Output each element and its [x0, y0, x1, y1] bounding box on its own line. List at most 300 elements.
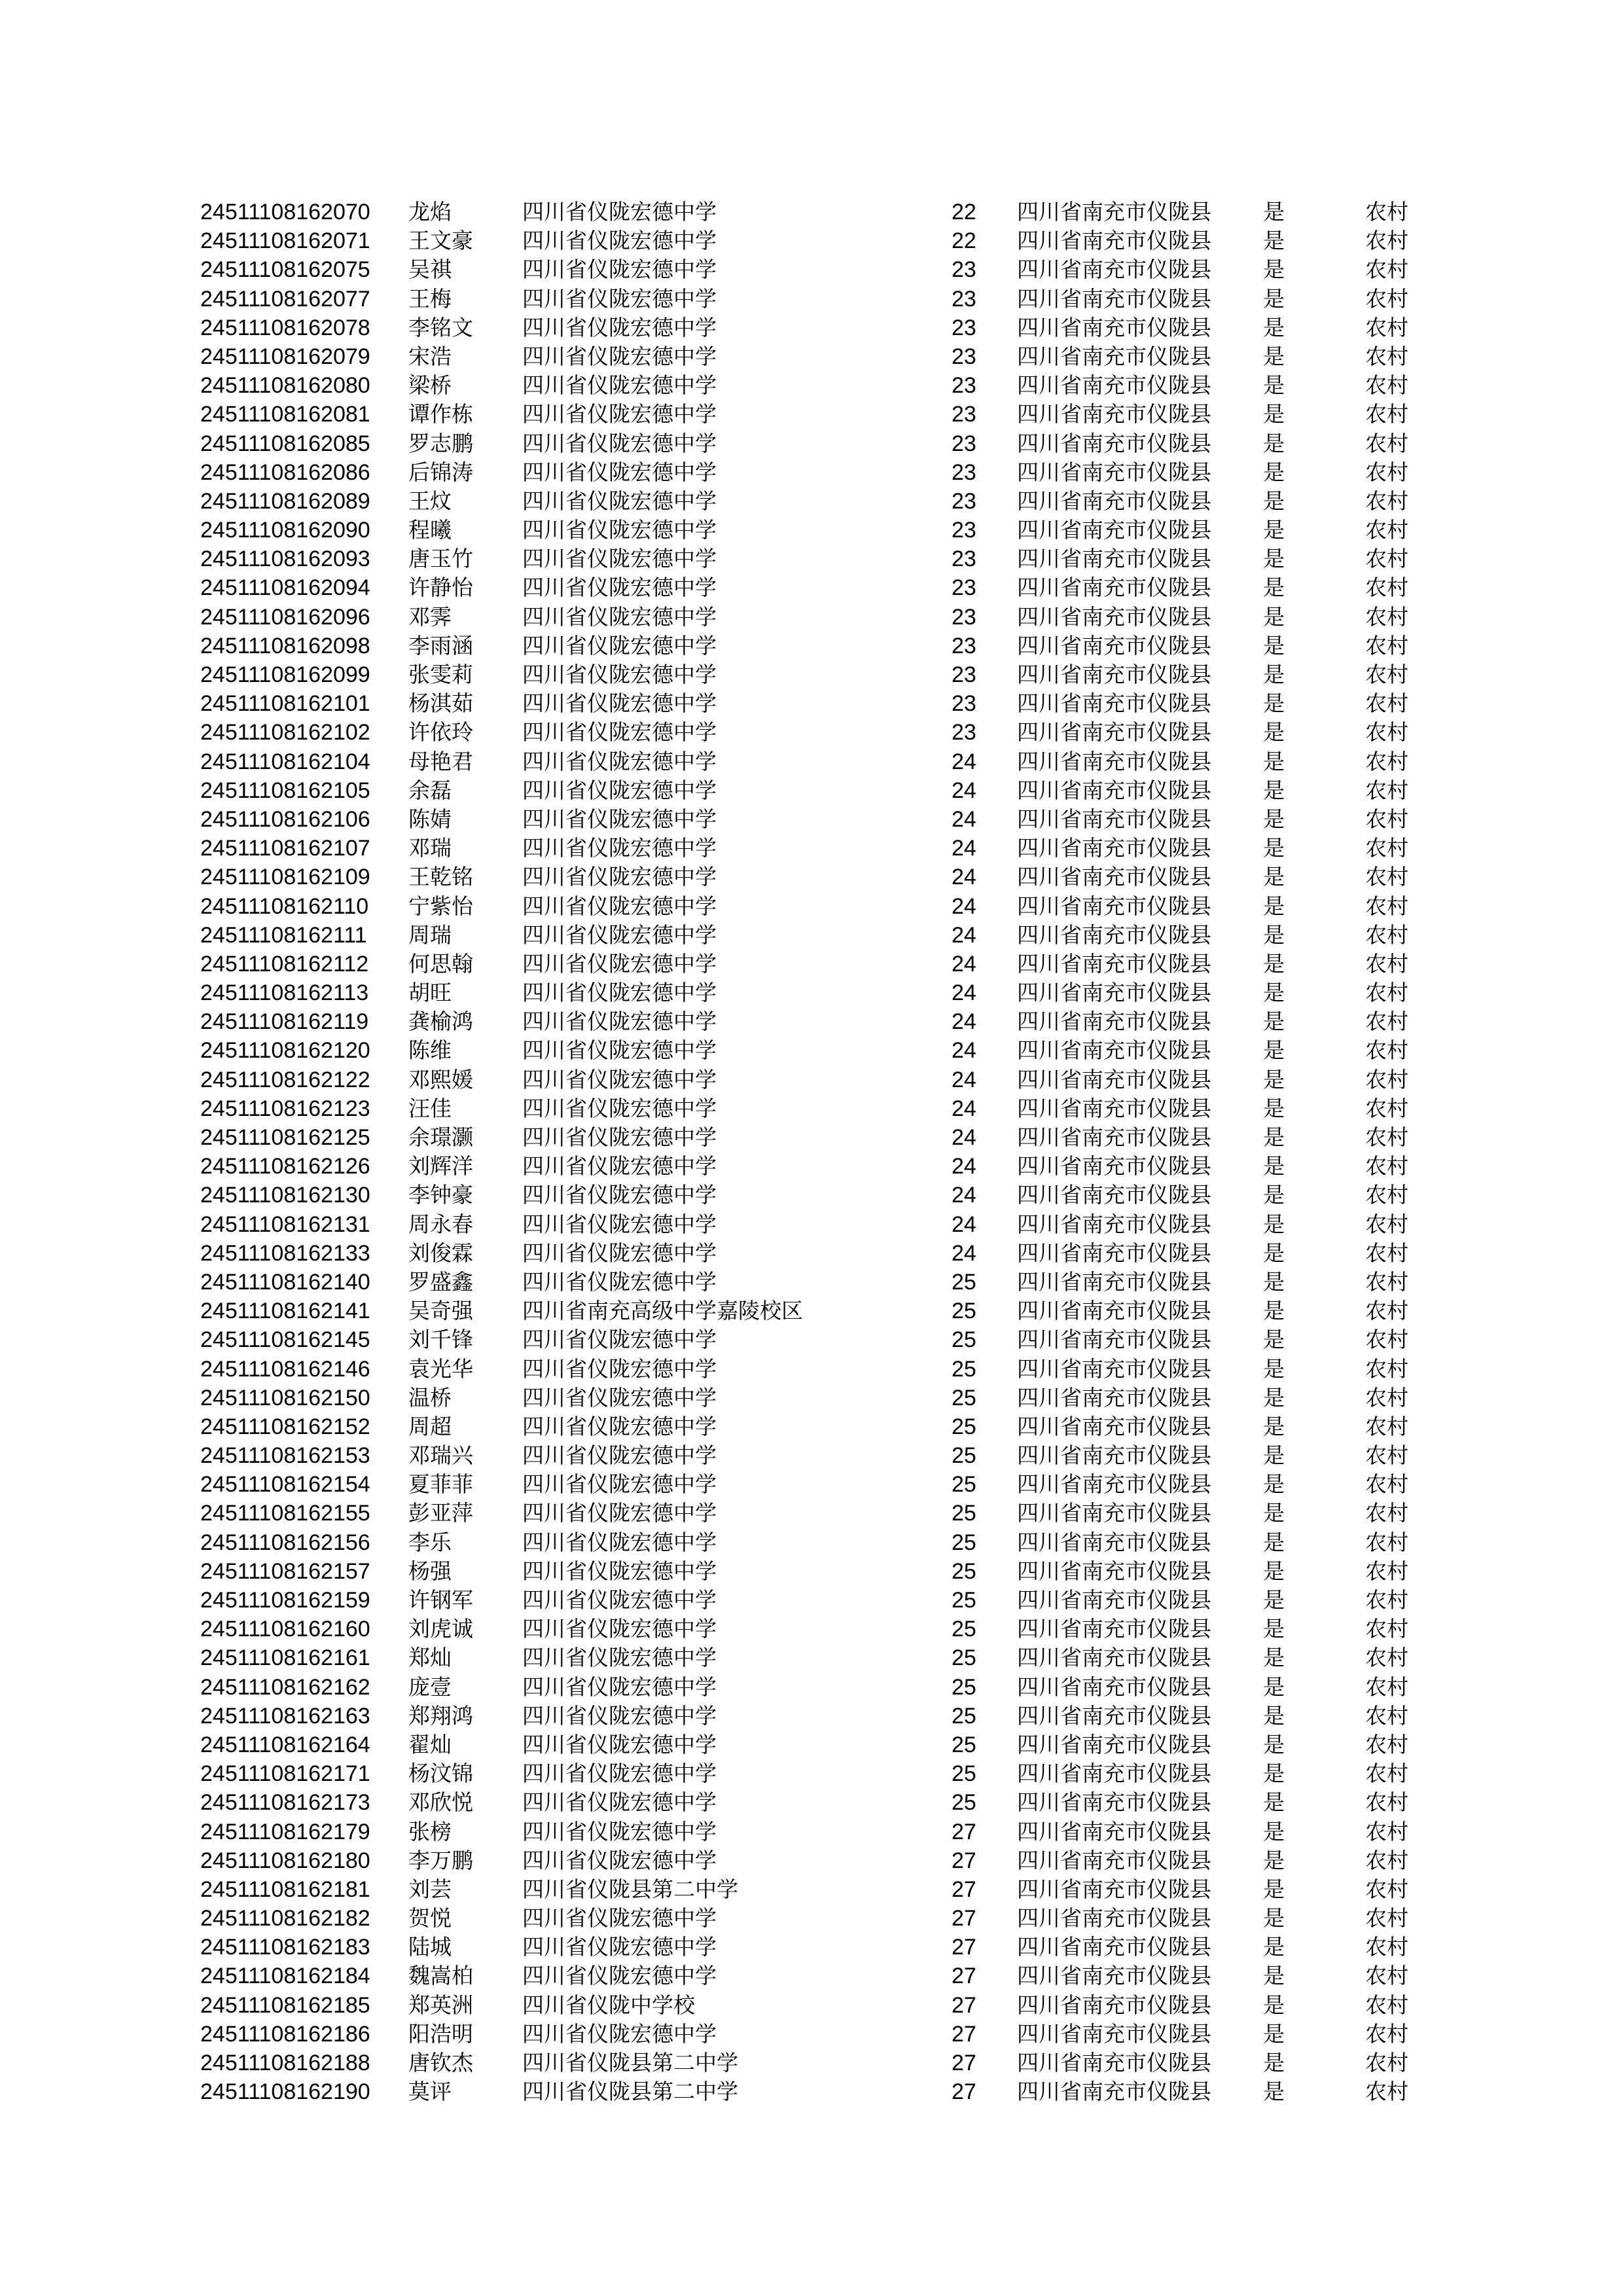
- student-name-cell: 刘虎诚: [408, 1616, 473, 1642]
- value-cell: 27: [952, 2021, 976, 2047]
- residence-type-cell: 农村: [1365, 1268, 1408, 1295]
- flag-cell: 是: [1263, 1443, 1285, 1469]
- value-cell: 24: [952, 836, 976, 861]
- school-cell: 四川省仪陇宏德中学: [522, 2020, 717, 2047]
- table-row: [200, 689, 1444, 718]
- student-name-cell: 唐钦杰: [408, 2050, 473, 2075]
- value-cell: 25: [952, 1645, 976, 1671]
- student-name-cell: 胡旺: [408, 980, 452, 1006]
- value-cell: 25: [952, 1385, 976, 1410]
- flag-cell: 是: [1263, 1268, 1285, 1295]
- residence-type-cell: 农村: [1365, 1558, 1408, 1584]
- candidate-id-cell: 24511108162146: [200, 1356, 370, 1382]
- flag-cell: 是: [1263, 1818, 1285, 1844]
- school-cell: 四川省仪陇县第二中学: [522, 2079, 738, 2105]
- student-name-cell: 罗志鹏: [408, 430, 473, 456]
- region-cell: 四川省南充市仪陇县: [1017, 1876, 1211, 1902]
- table-row: [200, 660, 1444, 689]
- candidate-id-cell: 24511108162156: [200, 1530, 370, 1555]
- residence-type-cell: 农村: [1365, 1384, 1408, 1410]
- table-row: [200, 2077, 1444, 2106]
- residence-type-cell: 农村: [1365, 806, 1408, 832]
- region-cell: 四川省南充市仪陇县: [1017, 691, 1211, 717]
- student-name-cell: 余璟灏: [408, 1124, 473, 1150]
- table-row: [200, 1094, 1444, 1123]
- school-cell: 四川省仪陇宏德中学: [522, 1731, 717, 1757]
- candidate-id-cell: 24511108162130: [200, 1183, 370, 1208]
- value-cell: 24: [952, 1038, 976, 1064]
- student-name-cell: 谭作栋: [408, 401, 473, 427]
- flag-cell: 是: [1263, 488, 1285, 514]
- table-row: [200, 1875, 1444, 1904]
- table-row: [200, 1123, 1444, 1152]
- school-cell: 四川省仪陇宏德中学: [522, 459, 717, 485]
- school-cell: 四川省仪陇宏德中学: [522, 546, 717, 572]
- candidate-id-cell: 24511108162079: [200, 344, 370, 369]
- residence-type-cell: 农村: [1365, 1327, 1408, 1353]
- candidate-id-cell: 24511108162188: [200, 2051, 370, 2075]
- region-cell: 四川省南充市仪陇县: [1017, 1211, 1211, 1237]
- student-name-cell: 吴祺: [408, 257, 452, 283]
- value-cell: 25: [952, 1617, 976, 1642]
- flag-cell: 是: [1263, 2050, 1285, 2075]
- candidate-id-cell: 24511108162141: [200, 1299, 370, 1324]
- school-cell: 四川省仪陇宏德中学: [522, 1761, 717, 1787]
- value-cell: 25: [952, 1732, 976, 1757]
- flag-cell: 是: [1263, 864, 1285, 890]
- value-cell: 23: [952, 344, 976, 369]
- student-name-cell: 许静怡: [408, 575, 473, 601]
- student-name-cell: 杨淇茹: [408, 691, 473, 717]
- value-cell: 23: [952, 662, 976, 687]
- value-cell: 24: [952, 1096, 976, 1121]
- region-cell: 四川省南充市仪陇县: [1017, 314, 1211, 340]
- residence-type-cell: 农村: [1365, 748, 1408, 774]
- candidate-id-cell: 24511108162152: [200, 1414, 370, 1439]
- candidate-id-cell: 24511108162131: [200, 1211, 370, 1237]
- table-row: [200, 1412, 1444, 1441]
- table-row: [200, 1673, 1444, 1702]
- value-cell: 25: [952, 1414, 976, 1439]
- student-name-cell: 罗盛鑫: [408, 1268, 473, 1295]
- value-cell: 23: [952, 459, 976, 485]
- value-cell: 27: [952, 1935, 976, 1960]
- candidate-id-cell: 24511108162102: [200, 720, 370, 745]
- region-cell: 四川省南充市仪陇县: [1017, 1992, 1211, 2018]
- region-cell: 四川省南充市仪陇县: [1017, 1500, 1211, 1526]
- residence-type-cell: 农村: [1365, 430, 1408, 456]
- residence-type-cell: 农村: [1365, 228, 1408, 254]
- residence-type-cell: 农村: [1365, 2050, 1408, 2075]
- value-cell: 25: [952, 1588, 976, 1613]
- region-cell: 四川省南充市仪陇县: [1017, 922, 1211, 948]
- residence-type-cell: 农村: [1365, 372, 1408, 399]
- value-cell: 24: [952, 1240, 976, 1266]
- region-cell: 四川省南充市仪陇县: [1017, 719, 1211, 745]
- school-cell: 四川省仪陇宏德中学: [522, 1066, 717, 1092]
- residence-type-cell: 农村: [1365, 488, 1408, 514]
- flag-cell: 是: [1263, 1355, 1285, 1382]
- value-cell: 23: [952, 691, 976, 717]
- flag-cell: 是: [1263, 719, 1285, 745]
- student-name-cell: 陈维: [408, 1037, 452, 1064]
- student-name-cell: 庞壹: [408, 1674, 452, 1700]
- candidate-id-cell: 24511108162155: [200, 1501, 370, 1526]
- candidate-id-cell: 24511108162125: [200, 1125, 370, 1150]
- candidate-id-cell: 24511108162099: [200, 662, 370, 687]
- student-name-cell: 宁紫怡: [408, 893, 473, 919]
- region-cell: 四川省南充市仪陇县: [1017, 488, 1211, 514]
- residence-type-cell: 农村: [1365, 575, 1408, 601]
- region-cell: 四川省南充市仪陇县: [1017, 1731, 1211, 1757]
- residence-type-cell: 农村: [1365, 922, 1408, 948]
- candidate-id-cell: 24511108162122: [200, 1067, 370, 1092]
- school-cell: 四川省仪陇宏德中学: [522, 1037, 717, 1064]
- student-name-cell: 程曦: [408, 517, 452, 543]
- student-name-cell: 彭亚萍: [408, 1500, 473, 1526]
- region-cell: 四川省南充市仪陇县: [1017, 864, 1211, 890]
- region-cell: 四川省南充市仪陇县: [1017, 1616, 1211, 1642]
- value-cell: 24: [952, 1154, 976, 1179]
- flag-cell: 是: [1263, 1182, 1285, 1208]
- flag-cell: 是: [1263, 1616, 1285, 1642]
- residence-type-cell: 农村: [1365, 1037, 1408, 1064]
- residence-type-cell: 农村: [1365, 285, 1408, 312]
- region-cell: 四川省南充市仪陇县: [1017, 632, 1211, 658]
- flag-cell: 是: [1263, 1876, 1285, 1902]
- flag-cell: 是: [1263, 1037, 1285, 1064]
- flag-cell: 是: [1263, 1529, 1285, 1555]
- residence-type-cell: 农村: [1365, 603, 1408, 630]
- candidate-id-cell: 24511108162162: [200, 1674, 370, 1700]
- residence-type-cell: 农村: [1365, 1876, 1408, 1902]
- candidate-id-cell: 24511108162110: [200, 893, 369, 919]
- table-row: [200, 1904, 1444, 1933]
- flag-cell: 是: [1263, 748, 1285, 774]
- residence-type-cell: 农村: [1365, 1124, 1408, 1150]
- candidate-id-cell: 24511108162173: [200, 1790, 370, 1816]
- value-cell: 25: [952, 1472, 976, 1498]
- table-row: [200, 458, 1444, 487]
- residence-type-cell: 农村: [1365, 1934, 1408, 1960]
- student-name-cell: 魏嵩柏: [408, 1963, 473, 1989]
- flag-cell: 是: [1263, 1298, 1285, 1324]
- region-cell: 四川省南充市仪陇县: [1017, 1355, 1211, 1382]
- table-row: [200, 1499, 1444, 1528]
- residence-type-cell: 农村: [1365, 401, 1408, 427]
- table-row: [200, 198, 1444, 226]
- flag-cell: 是: [1263, 401, 1285, 427]
- value-cell: 27: [952, 1876, 976, 1902]
- flag-cell: 是: [1263, 517, 1285, 543]
- value-cell: 25: [952, 1443, 976, 1469]
- school-cell: 四川省仪陇宏德中学: [522, 1413, 717, 1439]
- residence-type-cell: 农村: [1365, 1905, 1408, 1931]
- school-cell: 四川省仪陇宏德中学: [522, 1095, 717, 1121]
- residence-type-cell: 农村: [1365, 662, 1408, 687]
- residence-type-cell: 农村: [1365, 2020, 1408, 2047]
- student-name-cell: 刘辉洋: [408, 1153, 473, 1179]
- value-cell: 25: [952, 1703, 976, 1729]
- flag-cell: 是: [1263, 1963, 1285, 1989]
- candidate-id-cell: 24511108162094: [200, 575, 370, 601]
- flag-cell: 是: [1263, 777, 1285, 803]
- value-cell: 25: [952, 1327, 976, 1353]
- residence-type-cell: 农村: [1365, 1153, 1408, 1179]
- student-name-cell: 阳浩明: [408, 2020, 473, 2047]
- table-row: [200, 516, 1444, 545]
- residence-type-cell: 农村: [1365, 1645, 1408, 1671]
- table-row: [200, 255, 1444, 284]
- table-row: [200, 632, 1444, 660]
- residence-type-cell: 农村: [1365, 1443, 1408, 1469]
- value-cell: 27: [952, 1819, 976, 1844]
- flag-cell: 是: [1263, 691, 1285, 717]
- table-row: [200, 1355, 1444, 1384]
- student-name-cell: 杨汶锦: [408, 1761, 473, 1787]
- school-cell: 四川省仪陇宏德中学: [522, 1587, 717, 1613]
- school-cell: 四川省仪陇宏德中学: [522, 1674, 717, 1700]
- school-cell: 四川省仪陇宏德中学: [522, 806, 717, 832]
- flag-cell: 是: [1263, 1124, 1285, 1150]
- region-cell: 四川省南充市仪陇县: [1017, 1789, 1211, 1816]
- region-cell: 四川省南充市仪陇县: [1017, 980, 1211, 1006]
- student-name-cell: 刘千锋: [408, 1327, 473, 1353]
- residence-type-cell: 农村: [1365, 1009, 1408, 1035]
- region-cell: 四川省南充市仪陇县: [1017, 1934, 1211, 1960]
- candidate-id-cell: 24511108162182: [200, 1906, 370, 1931]
- candidate-id-cell: 24511108162184: [200, 1964, 370, 1989]
- candidate-id-cell: 24511108162107: [200, 836, 370, 861]
- table-row: [200, 1586, 1444, 1615]
- table-row: [200, 747, 1444, 776]
- residence-type-cell: 农村: [1365, 257, 1408, 283]
- value-cell: 23: [952, 720, 976, 745]
- table-row: [200, 1528, 1444, 1557]
- flag-cell: 是: [1263, 1240, 1285, 1266]
- school-cell: 四川省仪陇宏德中学: [522, 257, 717, 283]
- candidate-id-cell: 24511108162185: [200, 1992, 370, 2018]
- candidate-id-cell: 24511108162112: [200, 951, 369, 977]
- table-row: [200, 371, 1444, 400]
- school-cell: 四川省仪陇宏德中学: [522, 488, 717, 514]
- table-row: [200, 1239, 1444, 1268]
- flag-cell: 是: [1263, 1500, 1285, 1526]
- student-name-cell: 梁桥: [408, 372, 452, 399]
- candidate-id-cell: 24511108162071: [200, 228, 370, 254]
- school-cell: 四川省仪陇宏德中学: [522, 575, 717, 601]
- region-cell: 四川省南充市仪陇县: [1017, 1009, 1211, 1035]
- school-cell: 四川省仪陇宏德中学: [522, 1702, 717, 1729]
- school-cell: 四川省仪陇宏德中学: [522, 1471, 717, 1498]
- residence-type-cell: 农村: [1365, 1413, 1408, 1439]
- table-row: [200, 718, 1444, 747]
- student-name-cell: 刘芸: [408, 1876, 452, 1902]
- school-cell: 四川省仪陇宏德中学: [522, 1789, 717, 1816]
- student-name-cell: 吴奇强: [408, 1298, 473, 1324]
- flag-cell: 是: [1263, 1905, 1285, 1931]
- table-row: [200, 2020, 1444, 2049]
- table-row: [200, 1615, 1444, 1643]
- region-cell: 四川省南充市仪陇县: [1017, 662, 1211, 687]
- value-cell: 27: [952, 1848, 976, 1873]
- value-cell: 22: [952, 200, 976, 224]
- school-cell: 四川省仪陇宏德中学: [522, 1500, 717, 1526]
- region-cell: 四川省南充市仪陇县: [1017, 1558, 1211, 1584]
- value-cell: 24: [952, 893, 976, 919]
- region-cell: 四川省南充市仪陇县: [1017, 2079, 1211, 2105]
- value-cell: 27: [952, 1964, 976, 1989]
- candidate-id-cell: 24511108162070: [200, 200, 370, 224]
- value-cell: 23: [952, 257, 976, 283]
- residence-type-cell: 农村: [1365, 1963, 1408, 1989]
- region-cell: 四川省南充市仪陇县: [1017, 1847, 1211, 1873]
- school-cell: 四川省仪陇宏德中学: [522, 1124, 717, 1150]
- student-name-cell: 宋浩: [408, 343, 452, 369]
- region-cell: 四川省南充市仪陇县: [1017, 1384, 1211, 1410]
- value-cell: 22: [952, 228, 976, 254]
- school-cell: 四川省仪陇宏德中学: [522, 343, 717, 369]
- candidate-id-cell: 24511108162183: [200, 1935, 370, 1960]
- school-cell: 四川省仪陇宏德中学: [522, 1182, 717, 1208]
- table-row: [200, 1962, 1444, 1990]
- student-name-cell: 张榜: [408, 1818, 452, 1844]
- table-row: [200, 1846, 1444, 1875]
- flag-cell: 是: [1263, 575, 1285, 601]
- candidate-id-cell: 24511108162157: [200, 1558, 370, 1584]
- school-cell: 四川省仪陇宏德中学: [522, 1529, 717, 1555]
- student-name-cell: 余磊: [408, 777, 452, 803]
- student-name-cell: 王文豪: [408, 228, 473, 254]
- region-cell: 四川省南充市仪陇县: [1017, 1240, 1211, 1266]
- candidate-id-cell: 24511108162186: [200, 2021, 370, 2047]
- table-row: [200, 1643, 1444, 1672]
- student-name-cell: 李雨涵: [408, 632, 473, 658]
- flag-cell: 是: [1263, 1009, 1285, 1035]
- residence-type-cell: 农村: [1365, 1761, 1408, 1787]
- candidate-id-cell: 24511108162119: [200, 1009, 369, 1035]
- student-name-cell: 周瑞: [408, 922, 452, 948]
- table-row: [200, 342, 1444, 371]
- flag-cell: 是: [1263, 314, 1285, 340]
- school-cell: 四川省仪陇宏德中学: [522, 1558, 717, 1584]
- candidate-id-cell: 24511108162105: [200, 778, 370, 803]
- school-cell: 四川省仪陇宏德中学: [522, 1327, 717, 1353]
- flag-cell: 是: [1263, 1384, 1285, 1410]
- school-cell: 四川省仪陇宏德中学: [522, 950, 717, 977]
- table-row: [200, 429, 1444, 458]
- student-name-cell: 王梅: [408, 285, 452, 312]
- student-name-cell: 周永春: [408, 1211, 473, 1237]
- flag-cell: 是: [1263, 199, 1285, 224]
- table-row: [200, 1210, 1444, 1239]
- flag-cell: 是: [1263, 1471, 1285, 1498]
- table-row: [200, 1818, 1444, 1846]
- residence-type-cell: 农村: [1365, 2079, 1408, 2105]
- school-cell: 四川省仪陇宏德中学: [522, 691, 717, 717]
- student-list-table: [200, 198, 1444, 2106]
- student-name-cell: 李乐: [408, 1529, 452, 1555]
- residence-type-cell: 农村: [1365, 1355, 1408, 1382]
- residence-type-cell: 农村: [1365, 691, 1408, 717]
- region-cell: 四川省南充市仪陇县: [1017, 1066, 1211, 1092]
- candidate-id-cell: 24511108162154: [200, 1472, 370, 1498]
- region-cell: 四川省南充市仪陇县: [1017, 2020, 1211, 2047]
- school-cell: 四川省仪陇宏德中学: [522, 1818, 717, 1844]
- value-cell: 23: [952, 315, 976, 340]
- candidate-id-cell: 24511108162075: [200, 257, 370, 283]
- candidate-id-cell: 24511108162111: [200, 922, 367, 948]
- value-cell: 23: [952, 575, 976, 601]
- candidate-id-cell: 24511108162161: [200, 1645, 370, 1671]
- table-row: [200, 1036, 1444, 1065]
- residence-type-cell: 农村: [1365, 980, 1408, 1006]
- table-row: [200, 603, 1444, 632]
- student-name-cell: 陆城: [408, 1934, 452, 1960]
- flag-cell: 是: [1263, 285, 1285, 312]
- flag-cell: 是: [1263, 806, 1285, 832]
- candidate-id-cell: 24511108162109: [200, 865, 370, 890]
- residence-type-cell: 农村: [1365, 777, 1408, 803]
- flag-cell: 是: [1263, 459, 1285, 485]
- region-cell: 四川省南充市仪陇县: [1017, 285, 1211, 312]
- student-name-cell: 袁光华: [408, 1355, 473, 1382]
- value-cell: 27: [952, 1992, 976, 2018]
- student-name-cell: 翟灿: [408, 1731, 452, 1757]
- school-cell: 四川省仪陇宏德中学: [522, 285, 717, 312]
- table-row: [200, 285, 1444, 314]
- student-name-cell: 邓瑞: [408, 835, 452, 861]
- table-row: [200, 1788, 1444, 1817]
- flag-cell: 是: [1263, 1587, 1285, 1613]
- flag-cell: 是: [1263, 1702, 1285, 1729]
- school-cell: 四川省仪陇宏德中学: [522, 922, 717, 948]
- table-row: [200, 978, 1444, 1007]
- student-name-cell: 陈婧: [408, 806, 452, 832]
- table-row: [200, 921, 1444, 950]
- region-cell: 四川省南充市仪陇县: [1017, 430, 1211, 456]
- value-cell: 23: [952, 547, 976, 572]
- residence-type-cell: 农村: [1365, 1211, 1408, 1237]
- flag-cell: 是: [1263, 1645, 1285, 1671]
- flag-cell: 是: [1263, 1558, 1285, 1584]
- student-name-cell: 王炆: [408, 488, 452, 514]
- region-cell: 四川省南充市仪陇县: [1017, 1905, 1211, 1931]
- residence-type-cell: 农村: [1365, 1529, 1408, 1555]
- school-cell: 四川省仪陇宏德中学: [522, 748, 717, 774]
- region-cell: 四川省南充市仪陇县: [1017, 1761, 1211, 1787]
- value-cell: 23: [952, 604, 976, 630]
- region-cell: 四川省南充市仪陇县: [1017, 893, 1211, 919]
- residence-type-cell: 农村: [1365, 864, 1408, 890]
- school-cell: 四川省仪陇宏德中学: [522, 199, 717, 224]
- table-row: [200, 545, 1444, 573]
- value-cell: 24: [952, 1067, 976, 1092]
- school-cell: 四川省仪陇宏德中学: [522, 1645, 717, 1671]
- flag-cell: 是: [1263, 1992, 1285, 2018]
- candidate-id-cell: 24511108162080: [200, 373, 370, 399]
- region-cell: 四川省南充市仪陇县: [1017, 546, 1211, 572]
- table-row: [200, 1007, 1444, 1036]
- value-cell: 25: [952, 1761, 976, 1787]
- candidate-id-cell: 24511108162098: [200, 633, 370, 658]
- school-cell: 四川省仪陇宏德中学: [522, 401, 717, 427]
- flag-cell: 是: [1263, 1211, 1285, 1237]
- table-row: [200, 400, 1444, 429]
- candidate-id-cell: 24511108162181: [200, 1876, 370, 1902]
- student-name-cell: 温桥: [408, 1384, 452, 1410]
- value-cell: 27: [952, 1906, 976, 1931]
